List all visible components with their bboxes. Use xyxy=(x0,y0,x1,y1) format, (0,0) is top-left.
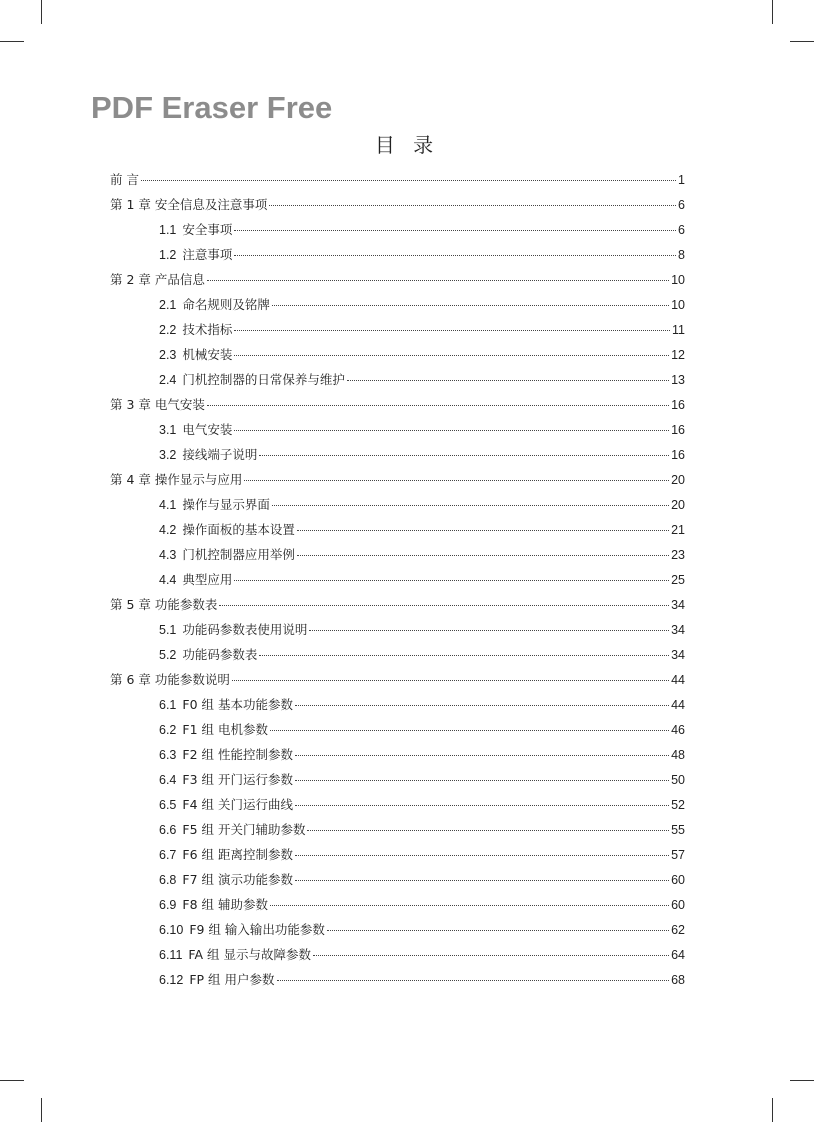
toc-entry-page: 50 xyxy=(671,773,685,787)
toc-entry[interactable] xyxy=(110,570,685,595)
toc-leader-dots xyxy=(295,805,669,806)
toc-entry-number: 6.5 xyxy=(159,798,177,812)
toc-entry-page: 6 xyxy=(678,198,685,212)
toc-entry-page: 16 xyxy=(671,448,685,462)
toc-entry-page: 21 xyxy=(671,523,685,537)
toc-entry[interactable] xyxy=(110,270,685,295)
toc-entry-text: 接线端子说明 xyxy=(182,447,258,462)
toc-entry-page: 6 xyxy=(678,223,685,237)
toc-entry-label xyxy=(159,620,307,638)
toc-entry-text: 功能码参数表使用说明 xyxy=(182,622,308,637)
table-of-contents xyxy=(110,170,685,995)
toc-entry-number: 2.3 xyxy=(159,348,177,362)
toc-entry-label xyxy=(159,745,293,763)
toc-entry-page: 48 xyxy=(671,748,685,762)
toc-entry[interactable] xyxy=(110,695,685,720)
toc-entry[interactable] xyxy=(110,845,685,870)
toc-leader-dots xyxy=(297,555,669,556)
toc-leader-dots xyxy=(309,630,669,631)
toc-entry-text: F9 组 输入输出功能参数 xyxy=(189,922,325,937)
toc-entry-number: 4.3 xyxy=(159,548,177,562)
toc-leader-dots xyxy=(234,355,669,356)
toc-entry-label xyxy=(159,370,345,388)
toc-entry-page: 12 xyxy=(671,348,685,362)
toc-entry[interactable] xyxy=(110,395,685,420)
toc-entry-text: FA 组 显示与故障参数 xyxy=(188,947,311,962)
toc-entry-number: 6.7 xyxy=(159,848,177,862)
toc-entry[interactable] xyxy=(110,745,685,770)
toc-entry-text: 典型应用 xyxy=(182,572,233,587)
toc-entry-label xyxy=(110,595,217,613)
toc-entry-text: F2 组 性能控制参数 xyxy=(182,747,293,762)
toc-entry-number: 5.1 xyxy=(159,623,177,637)
toc-leader-dots xyxy=(207,280,669,281)
toc-entry-label xyxy=(159,895,268,913)
toc-entry-label xyxy=(159,795,293,813)
toc-entry-page: 1 xyxy=(678,173,685,187)
toc-entry-label xyxy=(159,320,232,338)
toc-entry-label xyxy=(159,495,270,513)
toc-leader-dots xyxy=(219,605,669,606)
toc-entry-page: 10 xyxy=(671,273,685,287)
toc-entry-number: 6.2 xyxy=(159,723,177,737)
toc-entry-page: 60 xyxy=(671,898,685,912)
toc-entry[interactable] xyxy=(110,895,685,920)
toc-entry[interactable] xyxy=(110,420,685,445)
toc-entry[interactable] xyxy=(110,295,685,320)
toc-entry-number: 6.3 xyxy=(159,748,177,762)
crop-mark xyxy=(41,1098,42,1122)
toc-entry-number: 3.2 xyxy=(159,448,177,462)
crop-mark xyxy=(0,1080,24,1081)
crop-mark xyxy=(772,0,773,24)
toc-entry[interactable] xyxy=(110,220,685,245)
toc-entry-number: 2.4 xyxy=(159,373,177,387)
toc-entry-page: 34 xyxy=(671,623,685,637)
toc-entry-text: 第 1 章 安全信息及注意事项 xyxy=(110,197,268,212)
crop-mark xyxy=(790,41,814,42)
toc-entry-page: 52 xyxy=(671,798,685,812)
toc-leader-dots xyxy=(277,980,670,981)
toc-entry-label xyxy=(159,870,293,888)
toc-entry-text: FP 组 用户参数 xyxy=(189,972,275,987)
toc-entry[interactable] xyxy=(110,520,685,545)
toc-entry-text: 第 3 章 电气安装 xyxy=(110,397,205,412)
toc-entry-label xyxy=(159,570,232,588)
toc-entry-text: 门机控制器应用举例 xyxy=(182,547,295,562)
toc-entry-label xyxy=(110,670,230,688)
toc-entry[interactable] xyxy=(110,970,685,995)
toc-entry-label xyxy=(159,420,232,438)
toc-entry-number: 6.4 xyxy=(159,773,177,787)
toc-entry-number: 3.1 xyxy=(159,423,177,437)
toc-entry-text: F6 组 距离控制参数 xyxy=(182,847,293,862)
toc-entry-text: 门机控制器的日常保养与维护 xyxy=(182,372,345,387)
toc-entry-number: 6.11 xyxy=(159,948,183,962)
toc-entry-page: 60 xyxy=(671,873,685,887)
toc-entry-label xyxy=(159,520,295,538)
toc-entry-text: 操作面板的基本设置 xyxy=(182,522,295,537)
toc-entry-page: 68 xyxy=(671,973,685,987)
watermark: PDF Eraser Free xyxy=(91,90,333,125)
toc-entry-number: 4.1 xyxy=(159,498,177,512)
toc-entry-page: 11 xyxy=(672,323,685,337)
toc-entry-label xyxy=(159,295,270,313)
toc-entry-text: 机械安装 xyxy=(182,347,233,362)
toc-entry[interactable] xyxy=(110,720,685,745)
toc-entry-text: 技术指标 xyxy=(182,322,233,337)
toc-entry-page: 64 xyxy=(671,948,685,962)
toc-entry-number: 6.8 xyxy=(159,873,177,887)
toc-entry-text: 第 5 章 功能参数表 xyxy=(110,597,218,612)
toc-entry[interactable] xyxy=(110,495,685,520)
toc-entry-text: 电气安装 xyxy=(182,422,233,437)
toc-entry[interactable] xyxy=(110,820,685,845)
toc-entry-label xyxy=(159,445,257,463)
toc-leader-dots xyxy=(234,580,669,581)
toc-leader-dots xyxy=(234,255,676,256)
toc-entry-text: 前 言 xyxy=(110,172,139,187)
toc-leader-dots xyxy=(297,530,669,531)
toc-entry[interactable] xyxy=(110,345,685,370)
toc-entry-label xyxy=(159,845,293,863)
toc-entry[interactable] xyxy=(110,445,685,470)
toc-entry[interactable] xyxy=(110,370,685,395)
toc-entry[interactable] xyxy=(110,645,685,670)
toc-entry-label xyxy=(159,820,305,838)
toc-entry-text: F8 组 辅助参数 xyxy=(182,897,268,912)
crop-mark xyxy=(790,1080,814,1081)
toc-entry-page: 44 xyxy=(671,673,685,687)
toc-entry-page: 10 xyxy=(671,298,685,312)
toc-entry-text: 注意事项 xyxy=(182,247,233,262)
toc-entry[interactable] xyxy=(110,170,685,195)
toc-entry[interactable] xyxy=(110,870,685,895)
toc-entry-text: 功能码参数表 xyxy=(182,647,258,662)
toc-entry-number: 4.4 xyxy=(159,573,177,587)
toc-leader-dots xyxy=(244,480,669,481)
toc-entry-page: 46 xyxy=(671,723,685,737)
toc-entry[interactable] xyxy=(110,195,685,220)
toc-entry-number: 6.6 xyxy=(159,823,177,837)
toc-entry-label xyxy=(110,195,267,213)
toc-entry-text: 第 6 章 功能参数说明 xyxy=(110,672,230,687)
toc-entry[interactable] xyxy=(110,670,685,695)
toc-entry[interactable] xyxy=(110,620,685,645)
toc-leader-dots xyxy=(295,755,669,756)
toc-entry-label xyxy=(159,970,275,988)
toc-entry-page: 34 xyxy=(671,598,685,612)
crop-mark xyxy=(772,1098,773,1122)
crop-mark xyxy=(41,0,42,24)
toc-leader-dots xyxy=(259,655,669,656)
toc-leader-dots xyxy=(270,730,669,731)
toc-entry-number: 4.2 xyxy=(159,523,177,537)
toc-entry[interactable] xyxy=(110,945,685,970)
toc-entry-label xyxy=(159,645,257,663)
toc-entry-number: 2.2 xyxy=(159,323,177,337)
toc-leader-dots xyxy=(234,330,670,331)
toc-leader-dots xyxy=(272,505,669,506)
toc-leader-dots xyxy=(259,455,669,456)
toc-leader-dots xyxy=(313,955,669,956)
toc-entry[interactable] xyxy=(110,545,685,570)
toc-entry-page: 34 xyxy=(671,648,685,662)
toc-entry-label xyxy=(110,395,205,413)
toc-entry-text: 操作与显示界面 xyxy=(182,497,270,512)
toc-leader-dots xyxy=(272,305,669,306)
toc-entry-label xyxy=(159,245,232,263)
toc-entry-page: 16 xyxy=(671,423,685,437)
toc-entry[interactable] xyxy=(110,245,685,270)
toc-entry[interactable] xyxy=(110,920,685,945)
toc-leader-dots xyxy=(295,705,669,706)
toc-entry[interactable] xyxy=(110,320,685,345)
toc-entry-label xyxy=(159,920,325,938)
toc-leader-dots xyxy=(295,880,669,881)
toc-leader-dots xyxy=(234,430,669,431)
toc-entry-number: 1.1 xyxy=(159,223,177,237)
page-title: 目 录 xyxy=(374,133,440,157)
toc-entry-label xyxy=(110,270,205,288)
toc-entry[interactable] xyxy=(110,795,685,820)
toc-entry-page: 55 xyxy=(671,823,685,837)
toc-entry[interactable] xyxy=(110,770,685,795)
toc-entry-page: 62 xyxy=(671,923,685,937)
toc-leader-dots xyxy=(207,405,669,406)
toc-entry-label xyxy=(110,170,139,188)
toc-entry-number: 1.2 xyxy=(159,248,177,262)
toc-entry-label xyxy=(159,345,232,363)
toc-entry-label xyxy=(159,545,295,563)
toc-leader-dots xyxy=(327,930,669,931)
toc-entry-text: F1 组 电机参数 xyxy=(182,722,268,737)
toc-leader-dots xyxy=(270,905,669,906)
toc-entry-page: 8 xyxy=(678,248,685,262)
toc-leader-dots xyxy=(347,380,669,381)
toc-entry-page: 13 xyxy=(671,373,685,387)
toc-entry-label xyxy=(159,945,311,963)
toc-entry-page: 57 xyxy=(671,848,685,862)
toc-leader-dots xyxy=(234,230,676,231)
toc-leader-dots xyxy=(232,680,669,681)
toc-entry-page: 23 xyxy=(671,548,685,562)
toc-entry-text: 第 4 章 操作显示与应用 xyxy=(110,472,243,487)
toc-entry[interactable] xyxy=(110,470,685,495)
toc-entry-text: F5 组 开关门辅助参数 xyxy=(182,822,306,837)
toc-entry-number: 6.12 xyxy=(159,973,184,987)
toc-entry-label xyxy=(159,770,293,788)
toc-leader-dots xyxy=(269,205,676,206)
toc-entry-number: 6.1 xyxy=(159,698,177,712)
toc-entry[interactable] xyxy=(110,595,685,620)
toc-leader-dots xyxy=(295,780,669,781)
toc-leader-dots xyxy=(295,855,669,856)
toc-leader-dots xyxy=(141,180,676,181)
toc-entry-label xyxy=(110,470,242,488)
toc-entry-page: 16 xyxy=(671,398,685,412)
toc-entry-number: 5.2 xyxy=(159,648,177,662)
toc-entry-page: 20 xyxy=(671,498,685,512)
toc-entry-text: F4 组 关门运行曲线 xyxy=(182,797,293,812)
toc-entry-number: 6.10 xyxy=(159,923,184,937)
crop-mark xyxy=(0,41,24,42)
toc-entry-text: F3 组 开门运行参数 xyxy=(182,772,293,787)
toc-leader-dots xyxy=(307,830,669,831)
toc-entry-text: 安全事项 xyxy=(182,222,233,237)
toc-entry-number: 6.9 xyxy=(159,898,177,912)
toc-entry-label xyxy=(159,220,232,238)
toc-entry-number: 2.1 xyxy=(159,298,177,312)
toc-entry-page: 20 xyxy=(671,473,685,487)
toc-entry-label xyxy=(159,720,268,738)
toc-entry-page: 25 xyxy=(671,573,685,587)
toc-entry-text: F0 组 基本功能参数 xyxy=(182,697,293,712)
toc-entry-text: 第 2 章 产品信息 xyxy=(110,272,205,287)
toc-entry-text: 命名规则及铭牌 xyxy=(182,297,270,312)
toc-entry-page: 44 xyxy=(671,698,685,712)
toc-entry-text: F7 组 演示功能参数 xyxy=(182,872,293,887)
toc-entry-label xyxy=(159,695,293,713)
